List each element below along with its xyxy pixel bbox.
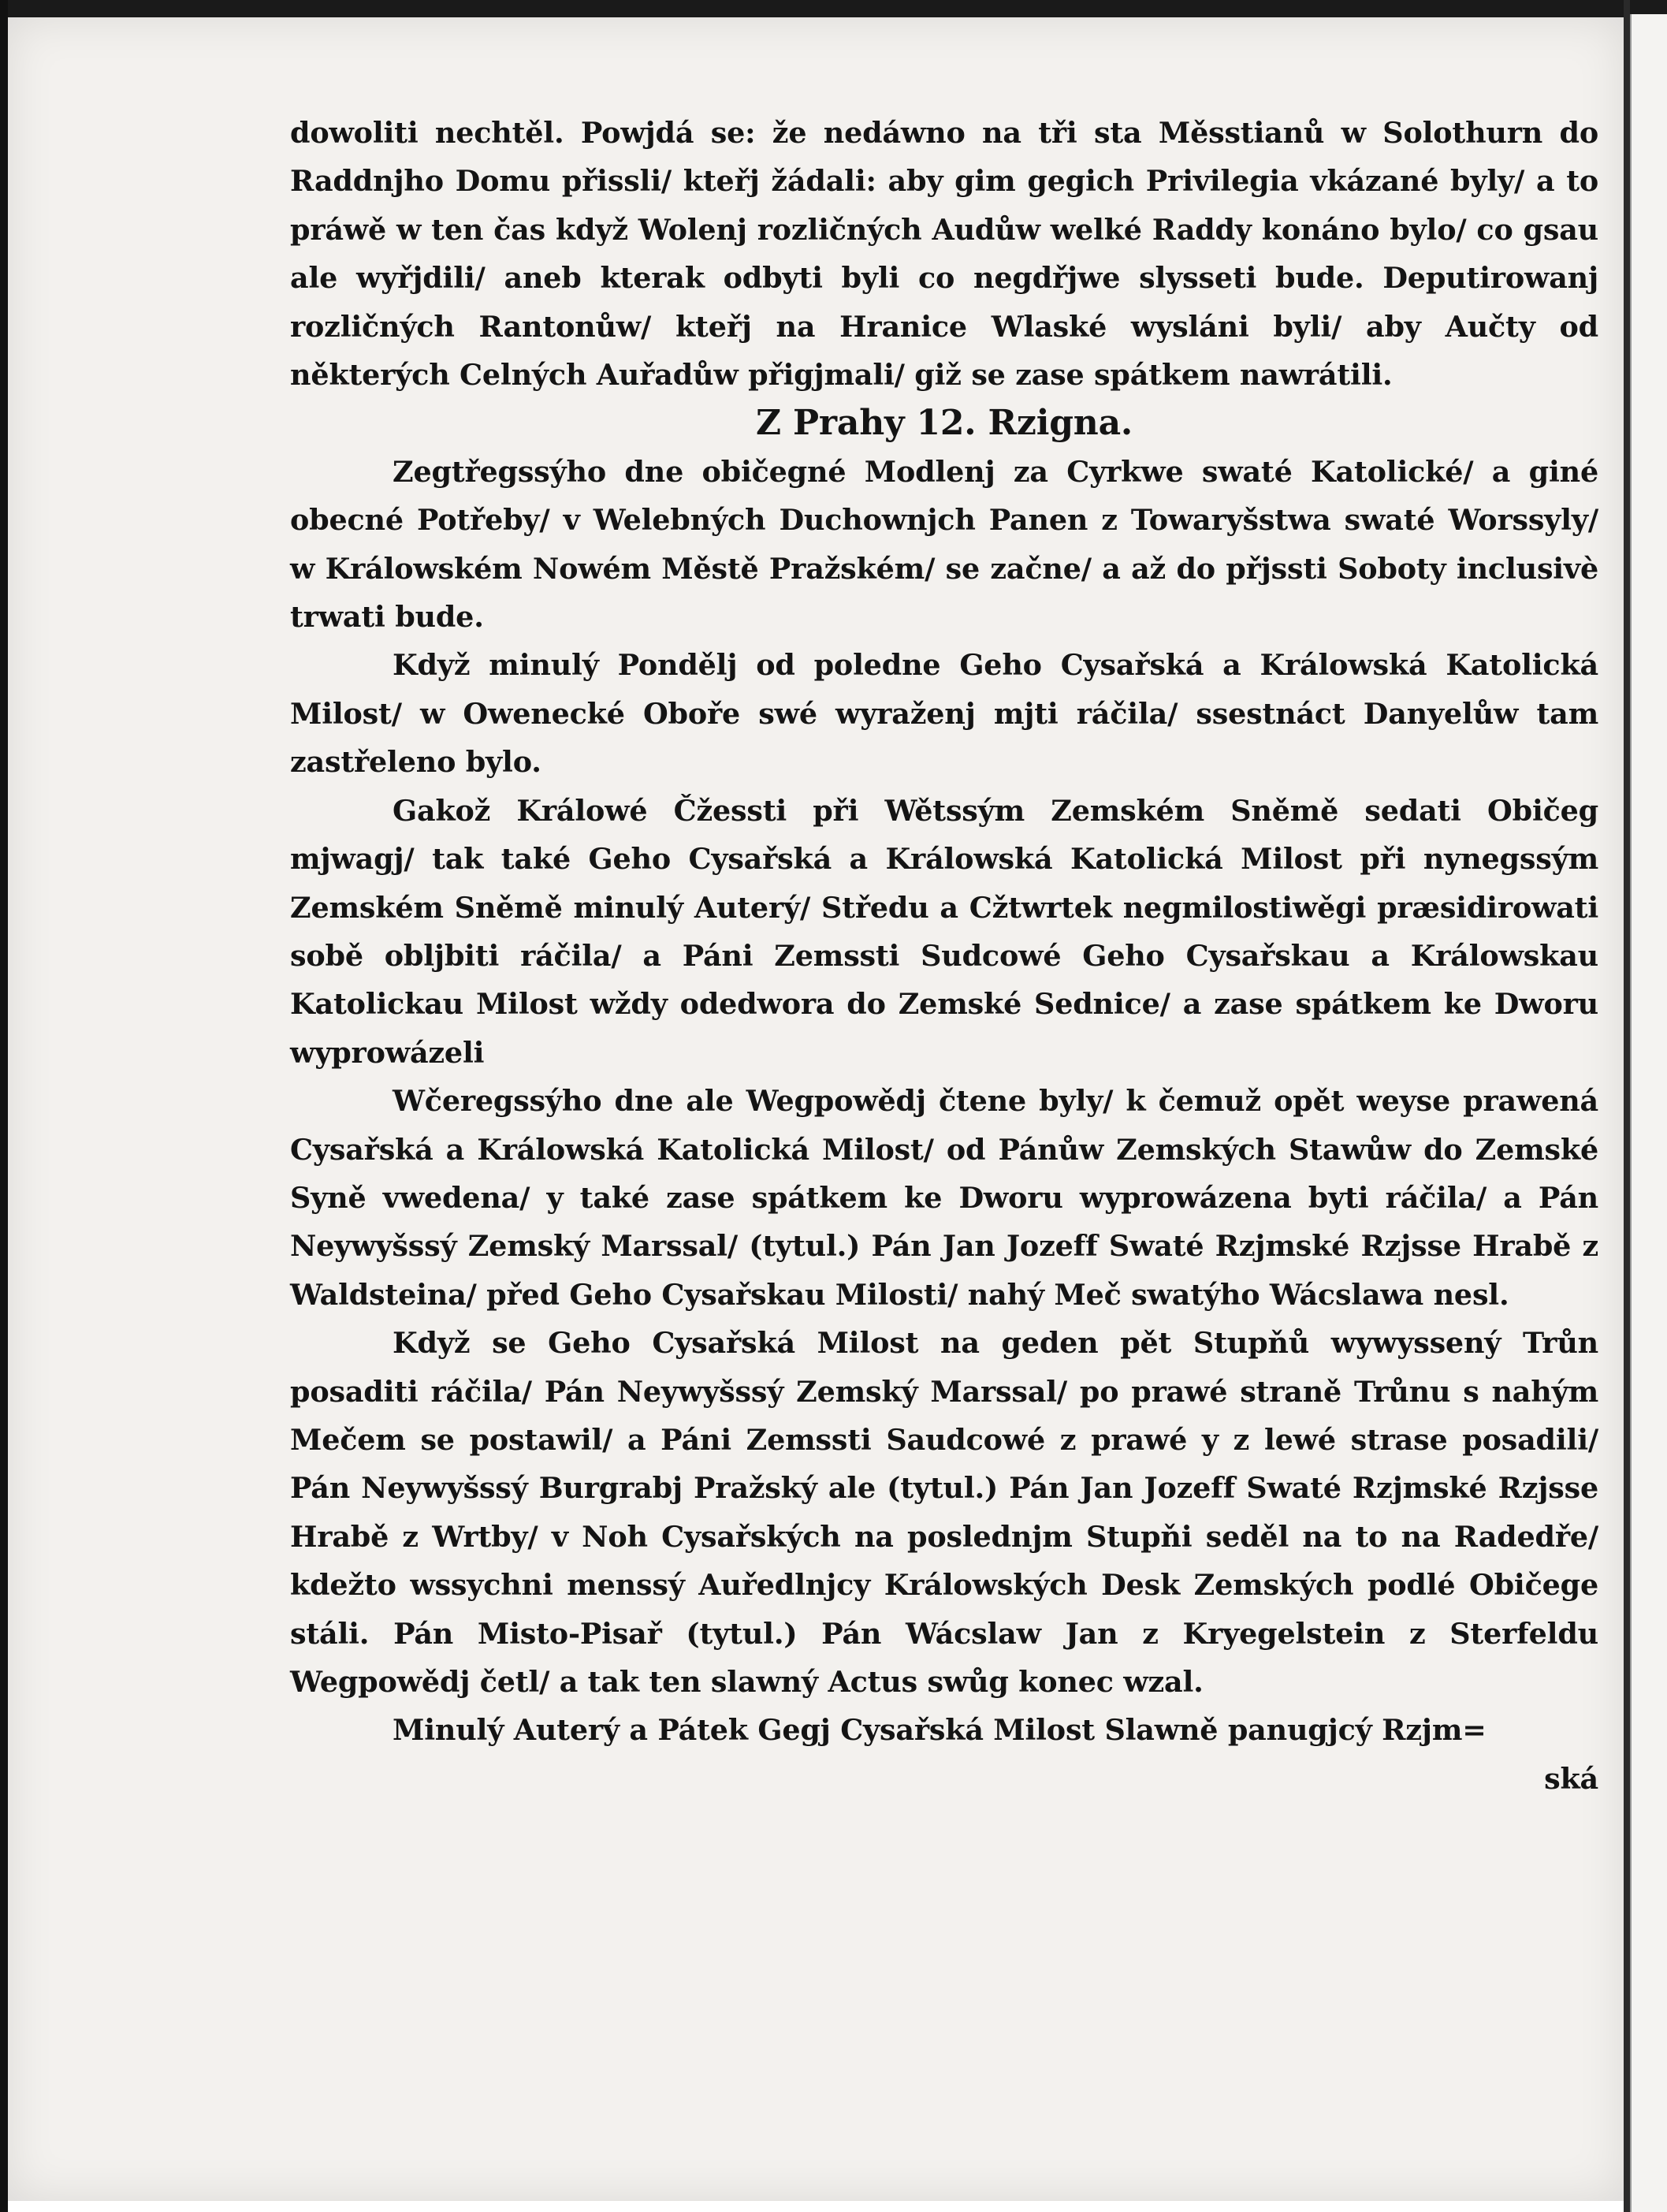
- page-text: [290, 109, 1598, 1803]
- scan-gutter: [1624, 0, 1630, 2212]
- paragraph-hunt: Když minulý Pondělj od poledne Geho Cysařská a Králowská Katolická Milost/ w Owenecké Oboře swé wyraženj mjti ráčila/ ssestnáct Danyelůw tam zastřeleno bylo.: [290, 648, 1598, 780]
- next-page-edge: [1630, 14, 1667, 2212]
- paragraph-solothurn: dowoliti nechtěl. Powjdá se: že nedáwno na tři sta Měsstianů w Solothurn do Raddnjho Domu přissli/ kteřj žádali: aby gim gegich Privilegia vkázané byly/ a to práwě w ten čas když Wolenj rozličných Audůw welké Raddy konáno bylo/ co gsau ale wyřjdili/ aneb kterak odbyti byli co negdřjwe slysseti bude. Deputirowanj rozličných Rantonůw/ kteřj na Hranice Wlaské wysláni byli/ aby Aučty od některých Celných Auřadůw přigjmali/ giž se zase spátkem nawrátili.: [290, 116, 1598, 393]
- paragraph-prayers: Zegtřegssýho dne običegné Modlenj za Cyrkwe swaté Katolické/ a giné obecné Potřeby/ v Welebných Duchownjch Panen z Towaryšstwa swaté Worssyly/ w Králowském Nowém Městě Pražském/ se začne/ a až do přjssti Soboty inclusivè trwati bude.: [290, 454, 1598, 635]
- dateline-heading: Z Prahy 12. Rzigna.: [755, 403, 1133, 444]
- paragraph-empress: Minulý Auterý a Pátek Gegj Cysařská Milost Slawně panugjcý Rzjm=: [393, 1713, 1487, 1748]
- paragraph-responses: Wčeregssýho dne ale Wegpowědj čtene byly/ k čemuž opět weyse prawená Cysařská a Králowská Katolická Milost/ od Pánůw Zemských Stawůw do Zemské Syně vwedena/ y také zase spátkem ke Dworu wyprowázena byti ráčila/ a Pán Neywyšssý Zemský Marssal/ (tytul.) Pán Jan Jozeff Swaté Rzjmské Rzjsse Hrabě z Waldsteina/ před Geho Cysařskau Milosti/ nahý Meč swatýho Wácslawa nesl.: [290, 1084, 1598, 1312]
- paragraph-throne: Když se Geho Cysařská Milost na geden pět Stupňů wywyssený Trůn posaditi ráčila/ Pán Neywyšssý Zemský Marssal/ po prawé straně Trůnu s nahým Mečem se postawil/ a Páni Zemssti Saudcowé z prawé y z lewé strase posadili/ Pán Neywyšssý Burgrabj Pražský ale (tytul.) Pán Jan Jozeff Swaté Rzjmské Rzjsse Hrabě z Wrtby/ v Noh Cysařských na poslednjm Stupňi seděl na to na Radedře/ kdežto wssychni menssý Auředlnjcy Králowských Desk Zemských podlé Običege stáli. Pán Misto-Pisař (tytul.) Pán Wácslaw Jan z Kryegelstein z Sterfeldu Wegpowědj četl/ a tak ten slawný Actus swůg konec wzal.: [290, 1326, 1598, 1699]
- paragraph-diet: Gakož Králowé Čžessti při Wětssým Zemském Sněmě sedati Običeg mjwagj/ tak také Geho Cysařská a Králowská Katolická Milost při nynegssým Zemském Sněmě minulý Auterý/ Středu a Cžtwrtek negmilostiwěgi præsidirowati sobě obljbiti ráčila/ a Páni Zemssti Sudcowé Geho Cysařskau a Králowskau Katolickau Milost wždy odedwora do Zemské Sednice/ a zase spátkem ke Dworu wyprowázeli: [290, 793, 1598, 1070]
- catchword: ská: [1544, 1761, 1598, 1796]
- scan-left-edge: [0, 0, 8, 2212]
